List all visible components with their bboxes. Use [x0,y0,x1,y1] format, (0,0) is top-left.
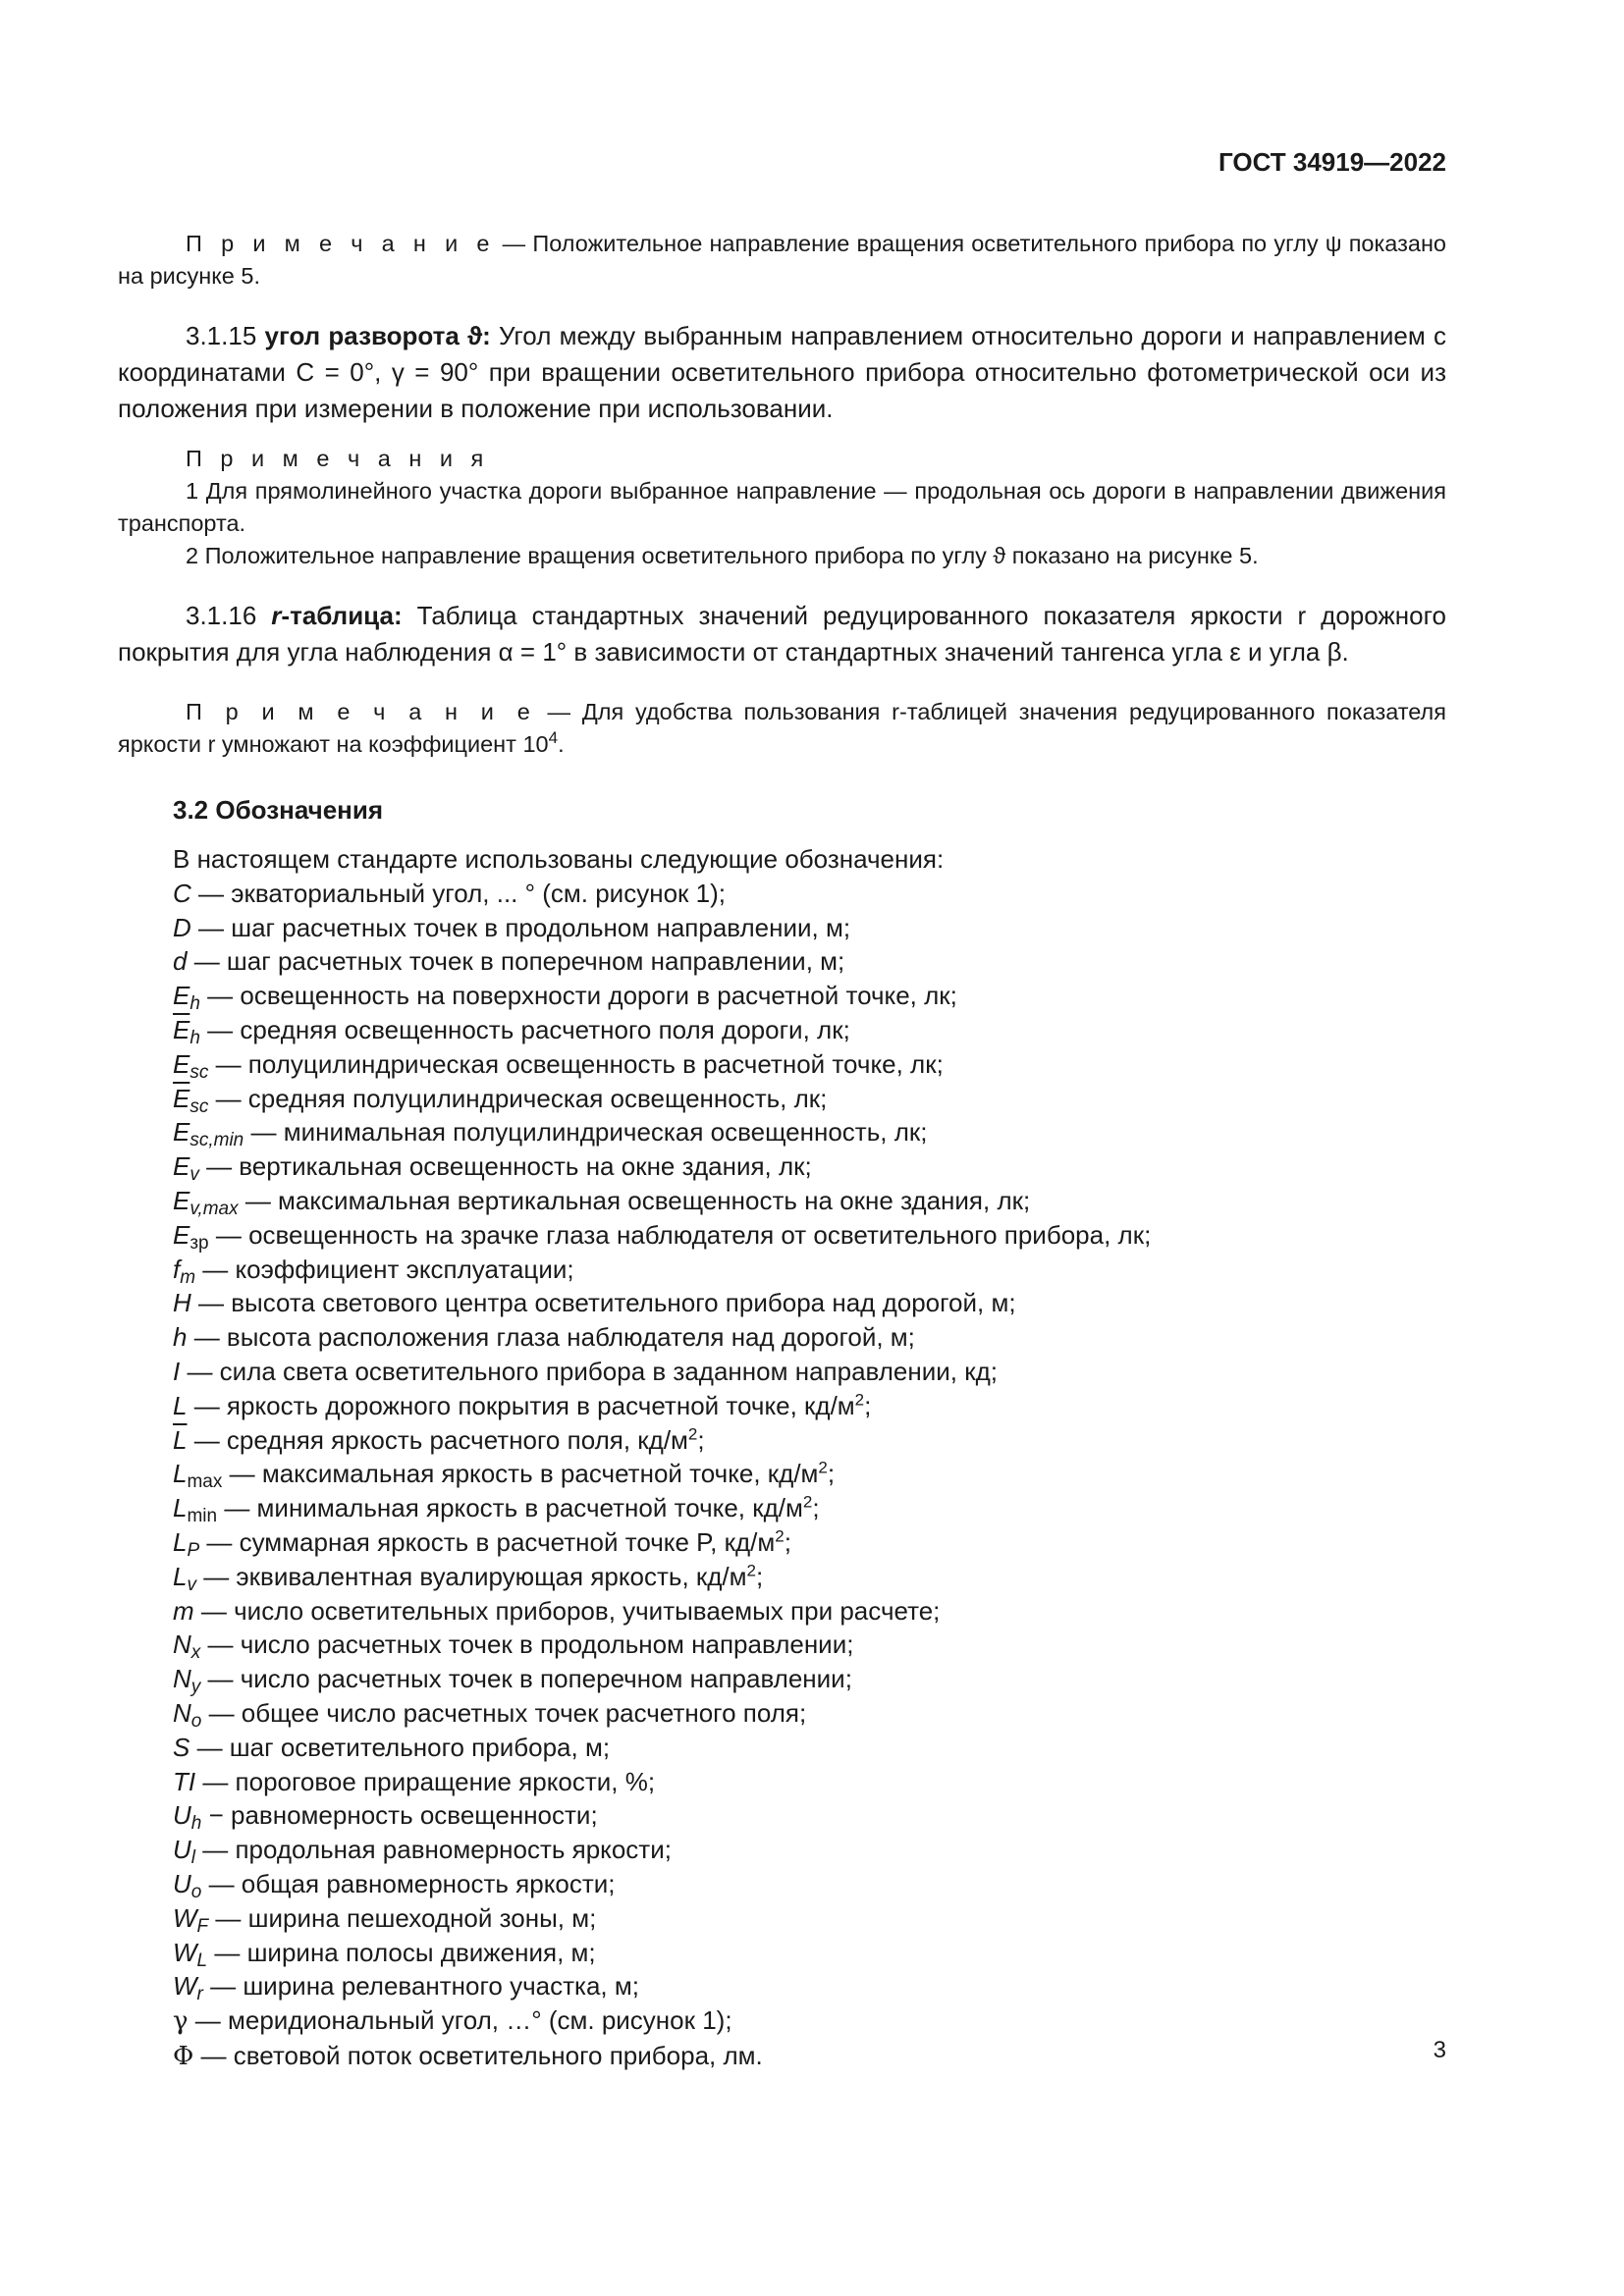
symbol-description: — суммарная яркость в расчетной точке P, кд/м [199,1526,776,1557]
note-label: П р и м е ч а н и е [186,699,536,724]
symbol: S [173,1732,190,1762]
symbol: W [173,1902,197,1933]
term: угол разворота ϑ: [264,321,491,350]
symbol-item [118,1286,1446,1320]
symbol: L [173,1459,188,1489]
term [271,601,402,630]
symbol-subscript: l [190,1847,196,1869]
symbol: I [173,1356,181,1386]
symbol-description: — эквивалентная вуалирующая яркость, кд/м [195,1561,747,1591]
symbol: W [173,1971,197,2002]
clause-number: 3.1.16 [186,601,272,630]
page-number: 3 [1433,2037,1446,2063]
symbol-description: — вертикальная освещенность на окне здания, лк; [198,1151,812,1182]
symbol-description: — шаг расчетных точек в продольном направлении, м; [190,912,851,942]
definition-text: Таблица стандартных значений редуцированного показателя яркости r дорожного покрытия для угла наблюдения α = 1° в зависимости от стандартных значений тангенса угла ε и угла β. [118,601,1446,667]
symbol-item [118,1218,1446,1253]
symbol-item [118,1594,1446,1629]
symbol: U [173,1868,191,1898]
note-label: П р и м е ч а н и е [186,231,496,256]
symbol-description: — меридиональный угол, …° (см. рисунок 1); [188,2005,732,2036]
symbol-subscript: o [190,1881,202,1902]
symbol: E [173,1117,190,1148]
definition-3-1-16 [118,598,1446,670]
symbol-item [118,1047,1446,1082]
symbol: U [173,1835,191,1865]
symbol-item [118,1253,1446,1287]
symbol-item [118,1867,1446,1901]
symbol-item [118,1320,1446,1355]
symbol-description: — число осветительных приборов, учитываемых при расчете; [193,1595,941,1626]
symbol-subscript: L [196,1949,208,1971]
symbol-description: — минимальная полуцилиндрическая освещенность, лк; [244,1117,928,1148]
symbol-subscript: v [189,1164,199,1186]
symbol-description: — высота расположения глаза наблюдателя над дорогой, м; [187,1322,915,1353]
unit-superscript: 2 [746,1561,756,1580]
symbol-item [118,1457,1446,1491]
symbol-item [118,1423,1446,1458]
symbol-item [118,1184,1446,1218]
symbol-item [118,1901,1446,1936]
unit-superscript: 2 [687,1423,698,1443]
symbol-item [118,1149,1446,1184]
symbol-description: — экваториальный угол, ... ° (см. рисунок 1); [190,878,726,908]
symbol: N [173,1629,191,1660]
note-text: — Для удобства пользования r-таблицей значения редуцированного показателя яркости r умножают на коэффициент 10 [118,699,1446,757]
symbol: E [173,1185,190,1215]
symbol-description: — средняя полуцилиндрическая освещенность, лк; [208,1083,828,1113]
symbol-item [118,1013,1446,1047]
document-id: ГОСТ 34919—2022 [1218,147,1446,177]
symbol: W [173,1937,197,1967]
symbol: L [173,1526,188,1557]
section-title: 3.2 Обозначения [173,795,384,825]
symbol-description: — минимальная яркость в расчетной точке, кд/м [217,1493,803,1523]
symbol-description: — продольная равномерность яркости; [195,1835,672,1865]
symbol-description: — полуцилиндрическая освещенность в расчетной точке, лк; [208,1048,944,1079]
unit-superscript: 2 [818,1458,828,1477]
symbol-subscript: sc [189,1061,209,1083]
symbol: C [173,878,191,908]
symbol: N [173,1697,191,1728]
symbol: E [173,1048,190,1079]
section-intro: В настоящем стандарте использованы следующие обозначения: [173,844,945,874]
symbol: f [173,1254,181,1284]
term-r: r [271,601,282,630]
symbol: L [173,1390,188,1420]
symbol-item [118,1115,1446,1149]
symbol-subscript: r [196,1984,203,2005]
symbol-description: — ширина полосы движения, м; [207,1937,596,1967]
symbol-description: − равномерность освещенности; [201,1800,598,1831]
symbol-end: ; [756,1561,764,1591]
symbol-description: — максимальная яркость в расчетной точке, кд/м [222,1459,819,1489]
symbol-subscript: зр [189,1232,209,1254]
symbol-subscript: F [196,1915,209,1937]
symbol-description: — световой поток осветительного прибора, лм. [193,2040,763,2070]
symbol: E [173,1151,190,1182]
symbol: γ [173,2006,189,2037]
symbol: d [173,946,188,977]
note-3 [118,696,1446,761]
symbol-item [118,1525,1446,1560]
definition-3-1-15 [118,318,1446,427]
symbol: h [173,1322,188,1353]
symbol-end: ; [697,1424,705,1455]
symbol-item [118,1731,1446,1765]
symbol: E [173,981,190,1011]
symbol-description: — число расчетных точек в продольном направлении; [200,1629,854,1660]
symbol: N [173,1664,191,1694]
symbol-description: — ширина релевантного участка, м; [202,1971,639,2002]
symbol-subscript: v,max [189,1198,239,1219]
symbol-item [118,979,1446,1013]
notes-label: П р и м е ч а н и я [186,446,490,471]
symbol-item [118,2003,1446,2039]
symbol-end: ; [812,1493,820,1523]
symbol-item [118,1662,1446,1696]
symbol-description: — яркость дорожного покрытия в расчетной точке, кд/м [187,1390,855,1420]
symbol-item [118,1628,1446,1662]
symbol-subscript: sc,min [189,1130,244,1151]
symbol-description: — общая равномерность яркости; [201,1868,616,1898]
note-end: . [558,731,565,757]
symbol-item [118,1696,1446,1731]
symbol: $\overline{L}$ [173,1424,188,1455]
symbol: L [173,1493,188,1523]
symbol-description: — пороговое приращение яркости, %; [195,1766,656,1796]
symbol: L [173,1561,188,1591]
symbol-description: — максимальная вертикальная освещенность на окне здания, лк; [238,1185,1031,1215]
symbol: Φ [173,2041,194,2071]
symbol: U [173,1800,191,1831]
unit-superscript: 2 [802,1492,813,1512]
symbol-item [118,1082,1446,1116]
symbol-subscript: h [189,1027,200,1048]
symbol-description: — шаг осветительного прибора, м; [189,1732,611,1762]
symbol-description: — высота светового центра осветительного прибора над дорогой, м; [190,1288,1016,1318]
symbol-description: — число расчетных точек в поперечном направлении; [200,1664,852,1694]
symbol-item [118,944,1446,979]
symbol-item [118,1969,1446,2003]
page-content [118,228,1446,2074]
symbol-item [118,1798,1446,1833]
note-1 [118,228,1446,293]
symbol-subscript: o [190,1710,202,1732]
symbol: m [173,1595,194,1626]
symbol-description: — освещенность на зрачке глаза наблюдателя от осветительного прибора, лк; [208,1219,1152,1250]
symbol-item [118,1833,1446,1867]
note-item-1: 1 Для прямолинейного участка дороги выбранное направление — продольная ось дороги в направлении движения транспорта. [118,478,1446,536]
symbol-subscript: x [190,1642,201,1664]
symbol-subscript: sc [189,1095,209,1117]
symbol-end: ; [864,1390,872,1420]
symbol-end: ; [827,1459,836,1489]
symbol-description: — средняя освещенность расчетного поля дороги, лк; [199,1014,850,1044]
symbol-subscript: h [189,993,200,1015]
symbol: $\overline{E}$ [173,1083,190,1113]
symbol-item [118,1765,1446,1799]
symbol-subscript: v [187,1574,196,1595]
symbol-subscript: h [190,1813,202,1835]
symbol: $\overline{E}$ [173,1014,190,1044]
symbol-description: — шаг расчетных точек в поперечном направлении, м; [187,946,845,977]
symbol-description: — ширина пешеходной зоны, м; [208,1902,597,1933]
note-item-2: 2 Положительное направление вращения осветительного прибора по углу ϑ показано на рисунке 5. [186,543,1259,568]
clause-number: 3.1.15 [186,321,265,350]
symbol-description: — средняя яркость расчетного поля, кд/м [187,1424,688,1455]
symbol-subscript: y [190,1677,201,1698]
symbol-subscript: min [187,1506,218,1527]
symbol-item [118,1936,1446,1970]
symbol-item [118,911,1446,945]
symbol-item [118,1389,1446,1423]
note-text: — Положительное направление вращения осветительного прибора по углу ψ показано на рисунке 5. [118,231,1446,289]
symbol-subscript: max [187,1471,223,1493]
symbol: E [173,1219,190,1250]
symbol: H [173,1288,191,1318]
symbols-list [118,877,1446,2074]
symbol-end: ; [784,1526,791,1557]
symbol-description: — коэффициент эксплуатации; [195,1254,574,1284]
symbol-item [118,877,1446,911]
symbol-subscript: m [180,1266,196,1288]
term-rest: -таблица: [281,601,403,630]
definition-text: Угол между выбранным направлением относительно дороги и направлением с координатами C = 0°, γ = 90° при вращении осветительного прибора относительно фотометрической оси из положения при измерении в положение при использовании. [118,321,1446,423]
symbol-item [118,1491,1446,1525]
note-superscript: 4 [548,728,559,748]
unit-superscript: 2 [854,1390,865,1410]
symbol-item [118,1560,1446,1594]
symbol: TI [173,1766,196,1796]
symbol-item [118,1355,1446,1389]
symbol-subscript: P [187,1539,200,1561]
symbol: D [173,912,191,942]
symbol-description: — общее число расчетных точек расчетного поля; [201,1697,807,1728]
symbol-description: — освещенность на поверхности дороги в расчетной точке, лк; [199,981,957,1011]
unit-superscript: 2 [775,1526,785,1546]
symbol-description: — сила света осветительного прибора в заданном направлении, кд; [180,1356,998,1386]
symbol-item [118,2039,1446,2074]
